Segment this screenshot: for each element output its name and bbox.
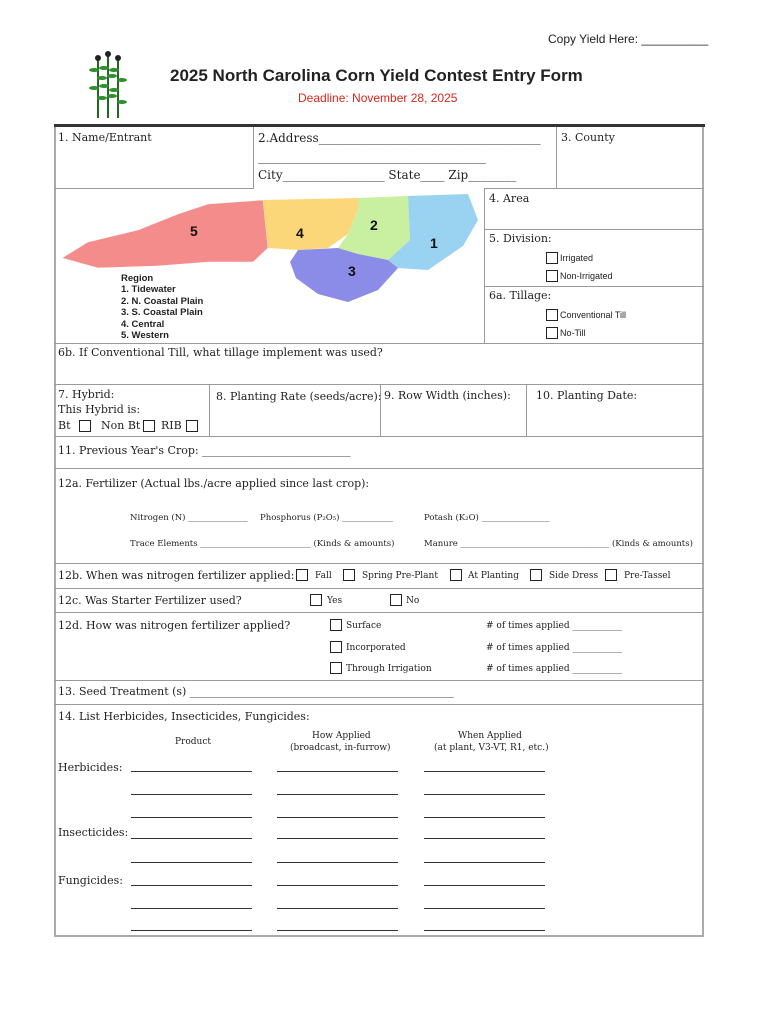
insecticide-product-line[interactable] bbox=[131, 838, 252, 839]
planting-rate-label[interactable]: 8. Planting Rate (seeds/acre): bbox=[216, 390, 382, 403]
legend-title: Region bbox=[121, 273, 154, 284]
copy-yield-field[interactable]: Copy Yield Here: __________ bbox=[548, 32, 709, 46]
legend-item: 4. Central bbox=[121, 318, 165, 330]
herbicide-when-line[interactable] bbox=[424, 794, 545, 795]
side-dress-checkbox[interactable] bbox=[530, 569, 542, 581]
region-label-3: 3 bbox=[348, 263, 356, 279]
herbicide-how-line[interactable] bbox=[277, 817, 398, 818]
fertilizer-label: 12a. Fertilizer (Actual lbs./acre applied since last crop): bbox=[58, 477, 370, 490]
spring-preplant-label: Spring Pre-Plant bbox=[362, 571, 438, 581]
fungicide-when-line[interactable] bbox=[424, 908, 545, 909]
nitrogen-field[interactable]: Nitrogen (N) ______________ bbox=[130, 513, 248, 523]
region-label-2: 2 bbox=[370, 217, 378, 233]
address-label[interactable]: 2.Address_____________________________________ bbox=[258, 131, 541, 145]
starter-yes-label: Yes bbox=[327, 596, 343, 606]
region-label-4: 4 bbox=[296, 225, 304, 241]
insecticide-when-line[interactable] bbox=[424, 838, 545, 839]
area-label: 4. Area bbox=[489, 192, 530, 205]
incorporated-label: Incorporated bbox=[346, 643, 406, 653]
irrigated-checkbox[interactable] bbox=[546, 252, 558, 264]
herbicide-product-line[interactable] bbox=[131, 771, 252, 772]
non-bt-label: Non Bt bbox=[101, 419, 141, 432]
conventional-till-label: Conventional Till bbox=[560, 310, 627, 320]
bt-label: Bt bbox=[58, 419, 71, 432]
potash-field[interactable]: Potash (K₂O) ________________ bbox=[424, 513, 550, 523]
seed-treatment-field[interactable]: 13. Seed Treatment (s) ________________________________________________ bbox=[58, 685, 454, 698]
legend-item: 1. Tidewater bbox=[121, 284, 176, 296]
spring-preplant-checkbox[interactable] bbox=[343, 569, 355, 581]
fall-label: Fall bbox=[315, 571, 332, 581]
col-when-sub: (at plant, V3-VT, R1, etc.) bbox=[434, 743, 549, 753]
starter-yes-checkbox[interactable] bbox=[310, 594, 322, 606]
irrigation-checkbox[interactable] bbox=[330, 662, 342, 674]
region-label-1: 1 bbox=[430, 235, 438, 251]
col-when-header: When Applied bbox=[458, 731, 522, 741]
herbicide-how-line[interactable] bbox=[277, 771, 398, 772]
city-state-zip[interactable]: City_________________ State____ Zip________ bbox=[258, 168, 517, 182]
herbicide-when-line[interactable] bbox=[424, 771, 545, 772]
col-how-sub: (broadcast, in-furrow) bbox=[290, 743, 391, 753]
insecticides-label: Insecticides: bbox=[58, 826, 129, 839]
non-bt-checkbox[interactable] bbox=[143, 420, 155, 432]
herbicide-how-line[interactable] bbox=[277, 794, 398, 795]
map-legend bbox=[121, 273, 203, 341]
times-applied-incorporated[interactable]: # of times applied ___________ bbox=[486, 643, 622, 653]
non-irrigated-label: Non-Irrigated bbox=[560, 271, 613, 281]
surface-label: Surface bbox=[346, 621, 382, 631]
division-label: 5. Division: bbox=[489, 232, 552, 245]
surface-checkbox[interactable] bbox=[330, 619, 342, 631]
rib-label: RIB bbox=[161, 419, 182, 432]
application-method-label: 12d. How was nitrogen fertilizer applied? bbox=[58, 619, 291, 632]
fungicide-product-line[interactable] bbox=[131, 885, 252, 886]
insecticide-how-line[interactable] bbox=[277, 862, 398, 863]
at-planting-label: At Planting bbox=[468, 571, 519, 581]
at-planting-checkbox[interactable] bbox=[450, 569, 462, 581]
deadline-text: Deadline: November 28, 2025 bbox=[298, 91, 458, 105]
row-width-label[interactable]: 9. Row Width (inches): bbox=[384, 389, 511, 402]
starter-no-checkbox[interactable] bbox=[390, 594, 402, 606]
chemicals-label: 14. List Herbicides, Insecticides, Fungicides: bbox=[58, 710, 310, 723]
fungicide-how-line[interactable] bbox=[277, 908, 398, 909]
herbicides-label: Herbicides: bbox=[58, 761, 123, 774]
legend-item: 5. Western bbox=[121, 330, 169, 342]
address-line-2[interactable]: ______________________________________ bbox=[258, 150, 486, 164]
bt-checkbox[interactable] bbox=[79, 420, 91, 432]
non-irrigated-checkbox[interactable] bbox=[546, 270, 558, 282]
incorporated-checkbox[interactable] bbox=[330, 641, 342, 653]
herbicide-when-line[interactable] bbox=[424, 817, 545, 818]
fungicides-label: Fungicides: bbox=[58, 874, 123, 887]
col-product-header: Product bbox=[175, 737, 211, 747]
no-till-checkbox[interactable] bbox=[546, 327, 558, 339]
fungicide-when-line[interactable] bbox=[424, 885, 545, 886]
fungicide-product-line[interactable] bbox=[131, 930, 252, 931]
no-till-label: No-Till bbox=[560, 328, 586, 338]
legend-item: 3. S. Coastal Plain bbox=[121, 307, 203, 319]
col-how-header: How Applied bbox=[312, 731, 371, 741]
fungicide-product-line[interactable] bbox=[131, 908, 252, 909]
manure-field[interactable]: Manure ___________________________________ (Kinds & amounts) bbox=[424, 539, 693, 549]
herbicide-product-line[interactable] bbox=[131, 817, 252, 818]
tillage-label: 6a. Tillage: bbox=[489, 289, 552, 302]
conventional-till-checkbox[interactable] bbox=[546, 309, 558, 321]
starter-no-label: No bbox=[406, 596, 420, 606]
tillage-implement-question: 6b. If Conventional Till, what tillage implement was used? bbox=[58, 346, 383, 359]
fungicide-when-line[interactable] bbox=[424, 930, 545, 931]
insecticide-when-line[interactable] bbox=[424, 862, 545, 863]
insecticide-product-line[interactable] bbox=[131, 862, 252, 863]
nitrogen-timing-label: 12b. When was nitrogen fertilizer applied: bbox=[58, 569, 295, 582]
times-applied-irrigation[interactable]: # of times applied ___________ bbox=[486, 664, 622, 674]
pre-tassel-checkbox[interactable] bbox=[605, 569, 617, 581]
previous-crop-field[interactable]: 11. Previous Year's Crop: ___________________________ bbox=[58, 444, 351, 457]
times-applied-surface[interactable]: # of times applied ___________ bbox=[486, 621, 622, 631]
region-label-5: 5 bbox=[190, 223, 198, 239]
pre-tassel-label: Pre-Tassel bbox=[624, 571, 671, 581]
fungicide-how-line[interactable] bbox=[277, 885, 398, 886]
corn-logo-icon bbox=[86, 50, 130, 120]
name-label: 1. Name/Entrant bbox=[58, 131, 152, 144]
starter-fertilizer-label: 12c. Was Starter Fertilizer used? bbox=[58, 594, 242, 607]
insecticide-how-line[interactable] bbox=[277, 838, 398, 839]
irrigation-label: Through Irrigation bbox=[346, 664, 432, 674]
hybrid-label[interactable]: 7. Hybrid: bbox=[58, 388, 115, 401]
irrigated-label: Irrigated bbox=[560, 253, 594, 263]
this-hybrid-label: This Hybrid is: bbox=[58, 403, 141, 416]
fungicide-how-line[interactable] bbox=[277, 930, 398, 931]
trace-elements-field[interactable]: Trace Elements __________________________ (Kinds & amounts) bbox=[130, 539, 395, 549]
county-label: 3. County bbox=[561, 131, 615, 144]
legend-item: 2. N. Coastal Plain bbox=[121, 295, 204, 307]
side-dress-label: Side Dress bbox=[549, 571, 599, 581]
planting-date-label[interactable]: 10. Planting Date: bbox=[536, 389, 638, 402]
rib-checkbox[interactable] bbox=[186, 420, 198, 432]
herbicide-product-line[interactable] bbox=[131, 794, 252, 795]
fall-checkbox[interactable] bbox=[296, 569, 308, 581]
phosphorus-field[interactable]: Phosphorus (P₂O₅) ____________ bbox=[260, 513, 394, 523]
page-title: 2025 North Carolina Corn Yield Contest Entry Form bbox=[170, 66, 583, 85]
